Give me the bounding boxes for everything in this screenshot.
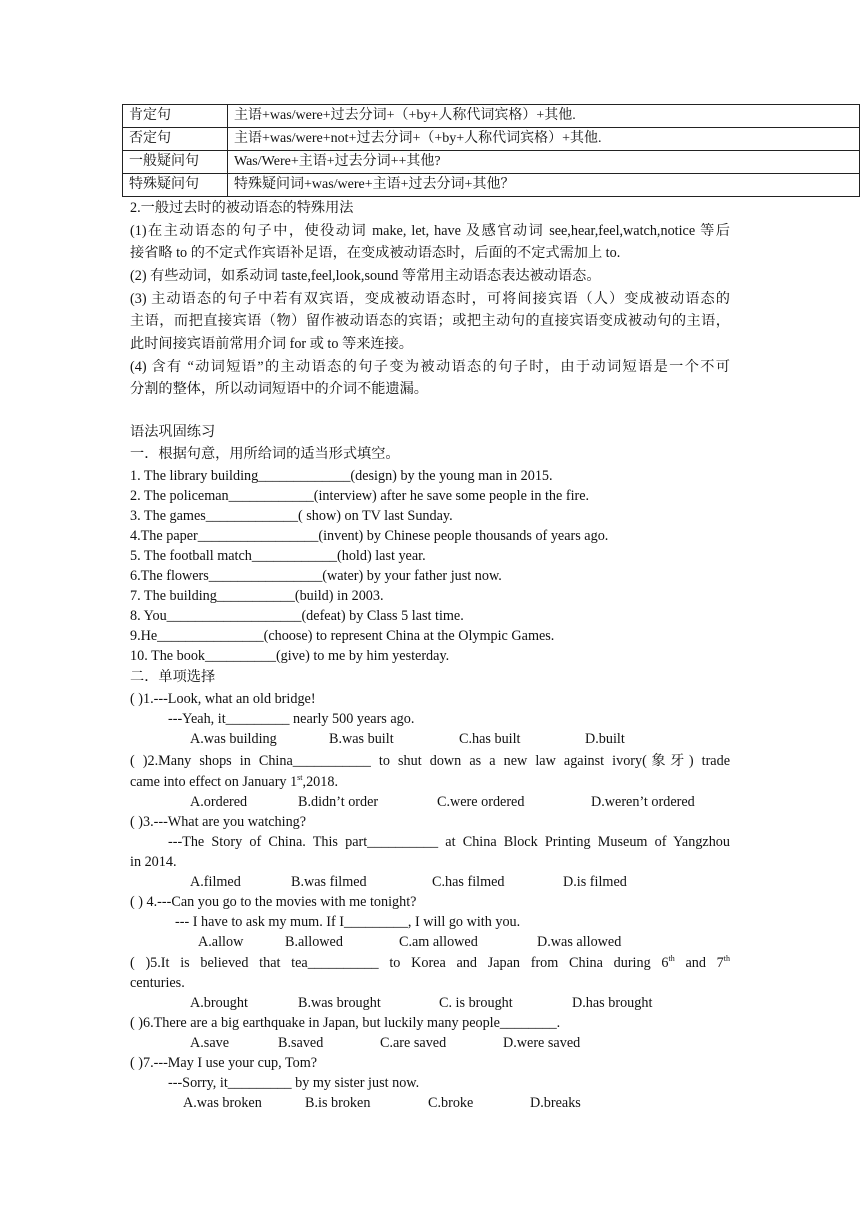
table-row bbox=[123, 128, 860, 151]
option-a: A.filmed bbox=[190, 874, 241, 890]
option-a: A.was building bbox=[190, 731, 277, 747]
option-a: A.brought bbox=[190, 995, 248, 1011]
paragraph-line: 主语，而把直接宾语（物）留作被动语态的宾语；或把主动句的直接宾语变成被动句的主语， bbox=[130, 313, 730, 329]
question-stem: ( )6.There are a big earthquake in Japan, but luckily many people________. bbox=[130, 1015, 561, 1031]
option-a: A.allow bbox=[198, 934, 244, 950]
paragraph-line: (1)在主动语态的句子中，使役动词 make, let, have 及感官动词 see,hear,feel,watch,notice 等后 bbox=[130, 223, 730, 239]
question-stem: ( )7.---May I use your cup, Tom? bbox=[130, 1055, 318, 1071]
fill-item: 10. The book__________(give) to me by him yesterday. bbox=[130, 648, 450, 664]
option-d: D.is filmed bbox=[563, 874, 627, 890]
option-d: D.weren’t ordered bbox=[591, 794, 695, 810]
practice-title: 语法巩固练习 bbox=[130, 424, 216, 440]
table-cell-rule: 主语+was/were+过去分词+（+by+人称代词宾格）+其他. bbox=[228, 105, 860, 128]
paragraph-line: 此时间接宾语前常用介词 for 或 to 等来连接。 bbox=[130, 336, 413, 352]
option-b: B.didn’t order bbox=[298, 794, 379, 810]
question-line: ---Sorry, it_________ by my sister just now. bbox=[168, 1075, 420, 1091]
table-cell-rule: Was/Were+主语+过去分词++其他? bbox=[228, 151, 860, 174]
question-stem: ( )3.---What are you watching? bbox=[130, 814, 307, 830]
option-d: D.was allowed bbox=[537, 934, 622, 950]
fill-item: 4.The paper_________________(invent) by Chinese people thousands of years ago. bbox=[130, 528, 609, 544]
question-stem: ( ) 4.---Can you go to the movies with me tonight? bbox=[130, 894, 417, 910]
question-stem: ( )2.Many shops in China___________ to shut down as a new law against ivory(象牙) trade bbox=[130, 753, 730, 769]
fill-item: 6.The flowers________________(water) by your father just now. bbox=[130, 568, 502, 584]
option-c: C.has filmed bbox=[432, 874, 505, 890]
fill-item: 5. The football match____________(hold) last year. bbox=[130, 548, 426, 564]
question-line: in 2014. bbox=[130, 854, 177, 870]
fill-item: 1. The library building_____________(design) by the young man in 2015. bbox=[130, 468, 553, 484]
option-d: D.has brought bbox=[572, 995, 653, 1011]
option-b: B.was brought bbox=[298, 995, 381, 1011]
question-stem bbox=[130, 953, 730, 973]
paragraph-line: 接省略 to 的不定式作宾语补足语，在变成被动语态时，后面的不定式需加上 to. bbox=[130, 245, 621, 261]
fill-item: 9.He_______________(choose) to represent China at the Olympic Games. bbox=[130, 628, 555, 644]
option-d: D.were saved bbox=[503, 1035, 581, 1051]
option-b: B.was built bbox=[329, 731, 394, 747]
table-row bbox=[123, 105, 860, 128]
question-line: ---Yeah, it_________ nearly 500 years ago. bbox=[168, 711, 415, 727]
question-line bbox=[130, 772, 730, 792]
option-b: B.saved bbox=[278, 1035, 324, 1051]
paragraph-line: (2) 有些动词，如系动词 taste,feel,look,sound 等常用主动语态表达被动语态。 bbox=[130, 268, 601, 284]
fill-item: 3. The games_____________( show) on TV last Sunday. bbox=[130, 508, 453, 524]
table-cell-rule: 特殊疑问词+was/were+主语+过去分词+其他？ bbox=[228, 174, 860, 197]
table-cell-label: 肯定句 bbox=[123, 105, 228, 128]
question-text: ( )5.It is believed that tea__________ to Korea and Japan from China during 6 bbox=[130, 955, 669, 971]
option-c: C.were ordered bbox=[437, 794, 525, 810]
paragraph-line: (4) 含有 “动词短语”的主动语态的句子变为被动语态的句子时，由于动词短语是一个不可 bbox=[130, 359, 730, 375]
option-a: A.ordered bbox=[190, 794, 248, 810]
grammar-table bbox=[122, 104, 860, 197]
section-heading: 2.一般过去时的被动语态的特殊用法 bbox=[130, 200, 354, 216]
option-a: A.save bbox=[190, 1035, 230, 1051]
option-b: B.is broken bbox=[305, 1095, 371, 1111]
option-a: A.was broken bbox=[183, 1095, 262, 1111]
paragraph-line: (3) 主动语态的句子中若有双宾语，变成被动语态时，可将间接宾语（人）变成被动语态的 bbox=[130, 291, 730, 307]
question-line: ---The Story of China. This part__________ at China Block Printing Museum of Yangzhou bbox=[168, 834, 730, 850]
paragraph-line: 分割的整体，所以动词短语中的介词不能遗漏。 bbox=[130, 381, 428, 397]
table-cell-label: 一般疑问句 bbox=[123, 151, 228, 174]
fill-item: 2. The policeman____________(interview) after he save some people in the fire. bbox=[130, 488, 590, 504]
question-text: and 7 bbox=[674, 955, 724, 971]
option-b: B.allowed bbox=[285, 934, 343, 950]
part2-title: 二．单项选择 bbox=[130, 669, 216, 685]
question-line: --- I have to ask my mum. If I_________, I will go with you. bbox=[175, 914, 521, 930]
option-d: D.built bbox=[585, 731, 625, 747]
question-text: came into effect on January 1 bbox=[130, 774, 298, 790]
table-cell-label: 否定句 bbox=[123, 128, 228, 151]
option-b: B.was filmed bbox=[291, 874, 367, 890]
fill-item: 8. You___________________(defeat) by Class 5 last time. bbox=[130, 608, 464, 624]
part1-title: 一．根据句意，用所给词的适当形式填空。 bbox=[130, 446, 400, 462]
question-text: ,2018. bbox=[302, 774, 338, 790]
superscript: st bbox=[297, 773, 303, 782]
table-cell-label: 特殊疑问句 bbox=[123, 174, 228, 197]
question-line: centuries. bbox=[130, 975, 185, 991]
option-c: C.am allowed bbox=[399, 934, 478, 950]
option-d: D.breaks bbox=[530, 1095, 581, 1111]
question-stem: ( )1.---Look, what an old bridge! bbox=[130, 691, 316, 707]
option-c: C.broke bbox=[428, 1095, 474, 1111]
option-c: C.has built bbox=[459, 731, 521, 747]
table-cell-rule: 主语+was/were+not+过去分词+（+by+人称代词宾格）+其他. bbox=[228, 128, 860, 151]
option-c: C.are saved bbox=[380, 1035, 447, 1051]
table-row bbox=[123, 151, 860, 174]
table-row bbox=[123, 174, 860, 197]
superscript: th bbox=[668, 954, 675, 963]
option-c: C. is brought bbox=[439, 995, 513, 1011]
superscript: th bbox=[723, 954, 730, 963]
fill-item: 7. The building___________(build) in 2003. bbox=[130, 588, 384, 604]
